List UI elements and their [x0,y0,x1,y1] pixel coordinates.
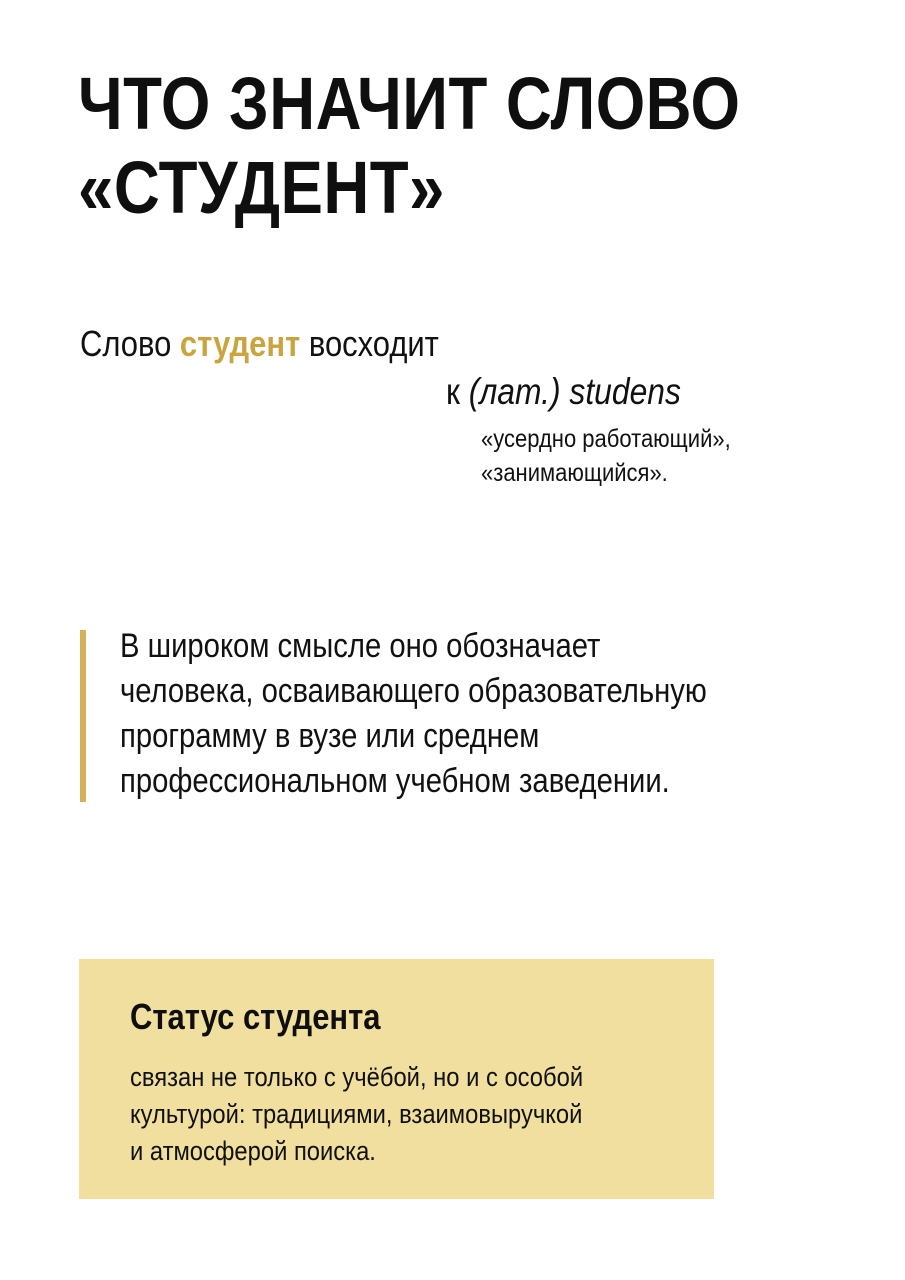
title-line-2: «СТУДЕНТ» [78,146,445,229]
quote-accent-bar [80,630,86,802]
etymology-gloss [481,422,731,490]
definition-line-1: В широком смысле оно обозначает [120,627,601,665]
page-title [78,62,740,230]
gloss-line-2: «занимающийся». [481,459,668,487]
etymology-to: к [446,371,469,412]
status-line-2: культурой: традициями, взаимовыручкой [130,1099,583,1129]
etymology-prefix: Слово [80,323,180,364]
status-description [130,1059,583,1170]
definition-line-3: программу в вузе или среднем [120,717,540,755]
definition-quote [120,624,707,804]
status-callout-box [79,959,714,1199]
definition-line-2: человека, осваивающего образовательную [120,672,707,710]
status-line-1: связан не только с учёбой, но и с особой [130,1062,584,1092]
source-language: (лат.) [468,371,561,412]
gloss-line-1: «усердно работающий», [481,425,731,453]
status-line-3: и атмосферой поиска. [130,1136,376,1166]
definition-line-4: профессиональном учебном заведении. [120,762,670,800]
status-heading: Статус студента [130,996,381,1037]
title-line-1: ЧТО ЗНАЧИТ СЛОВО [78,62,741,145]
etymology-intro [80,322,439,366]
etymology-source [446,370,681,414]
etymology-suffix: восходит [300,323,439,364]
highlighted-word: студент [179,323,301,364]
source-word: studens [560,371,681,412]
